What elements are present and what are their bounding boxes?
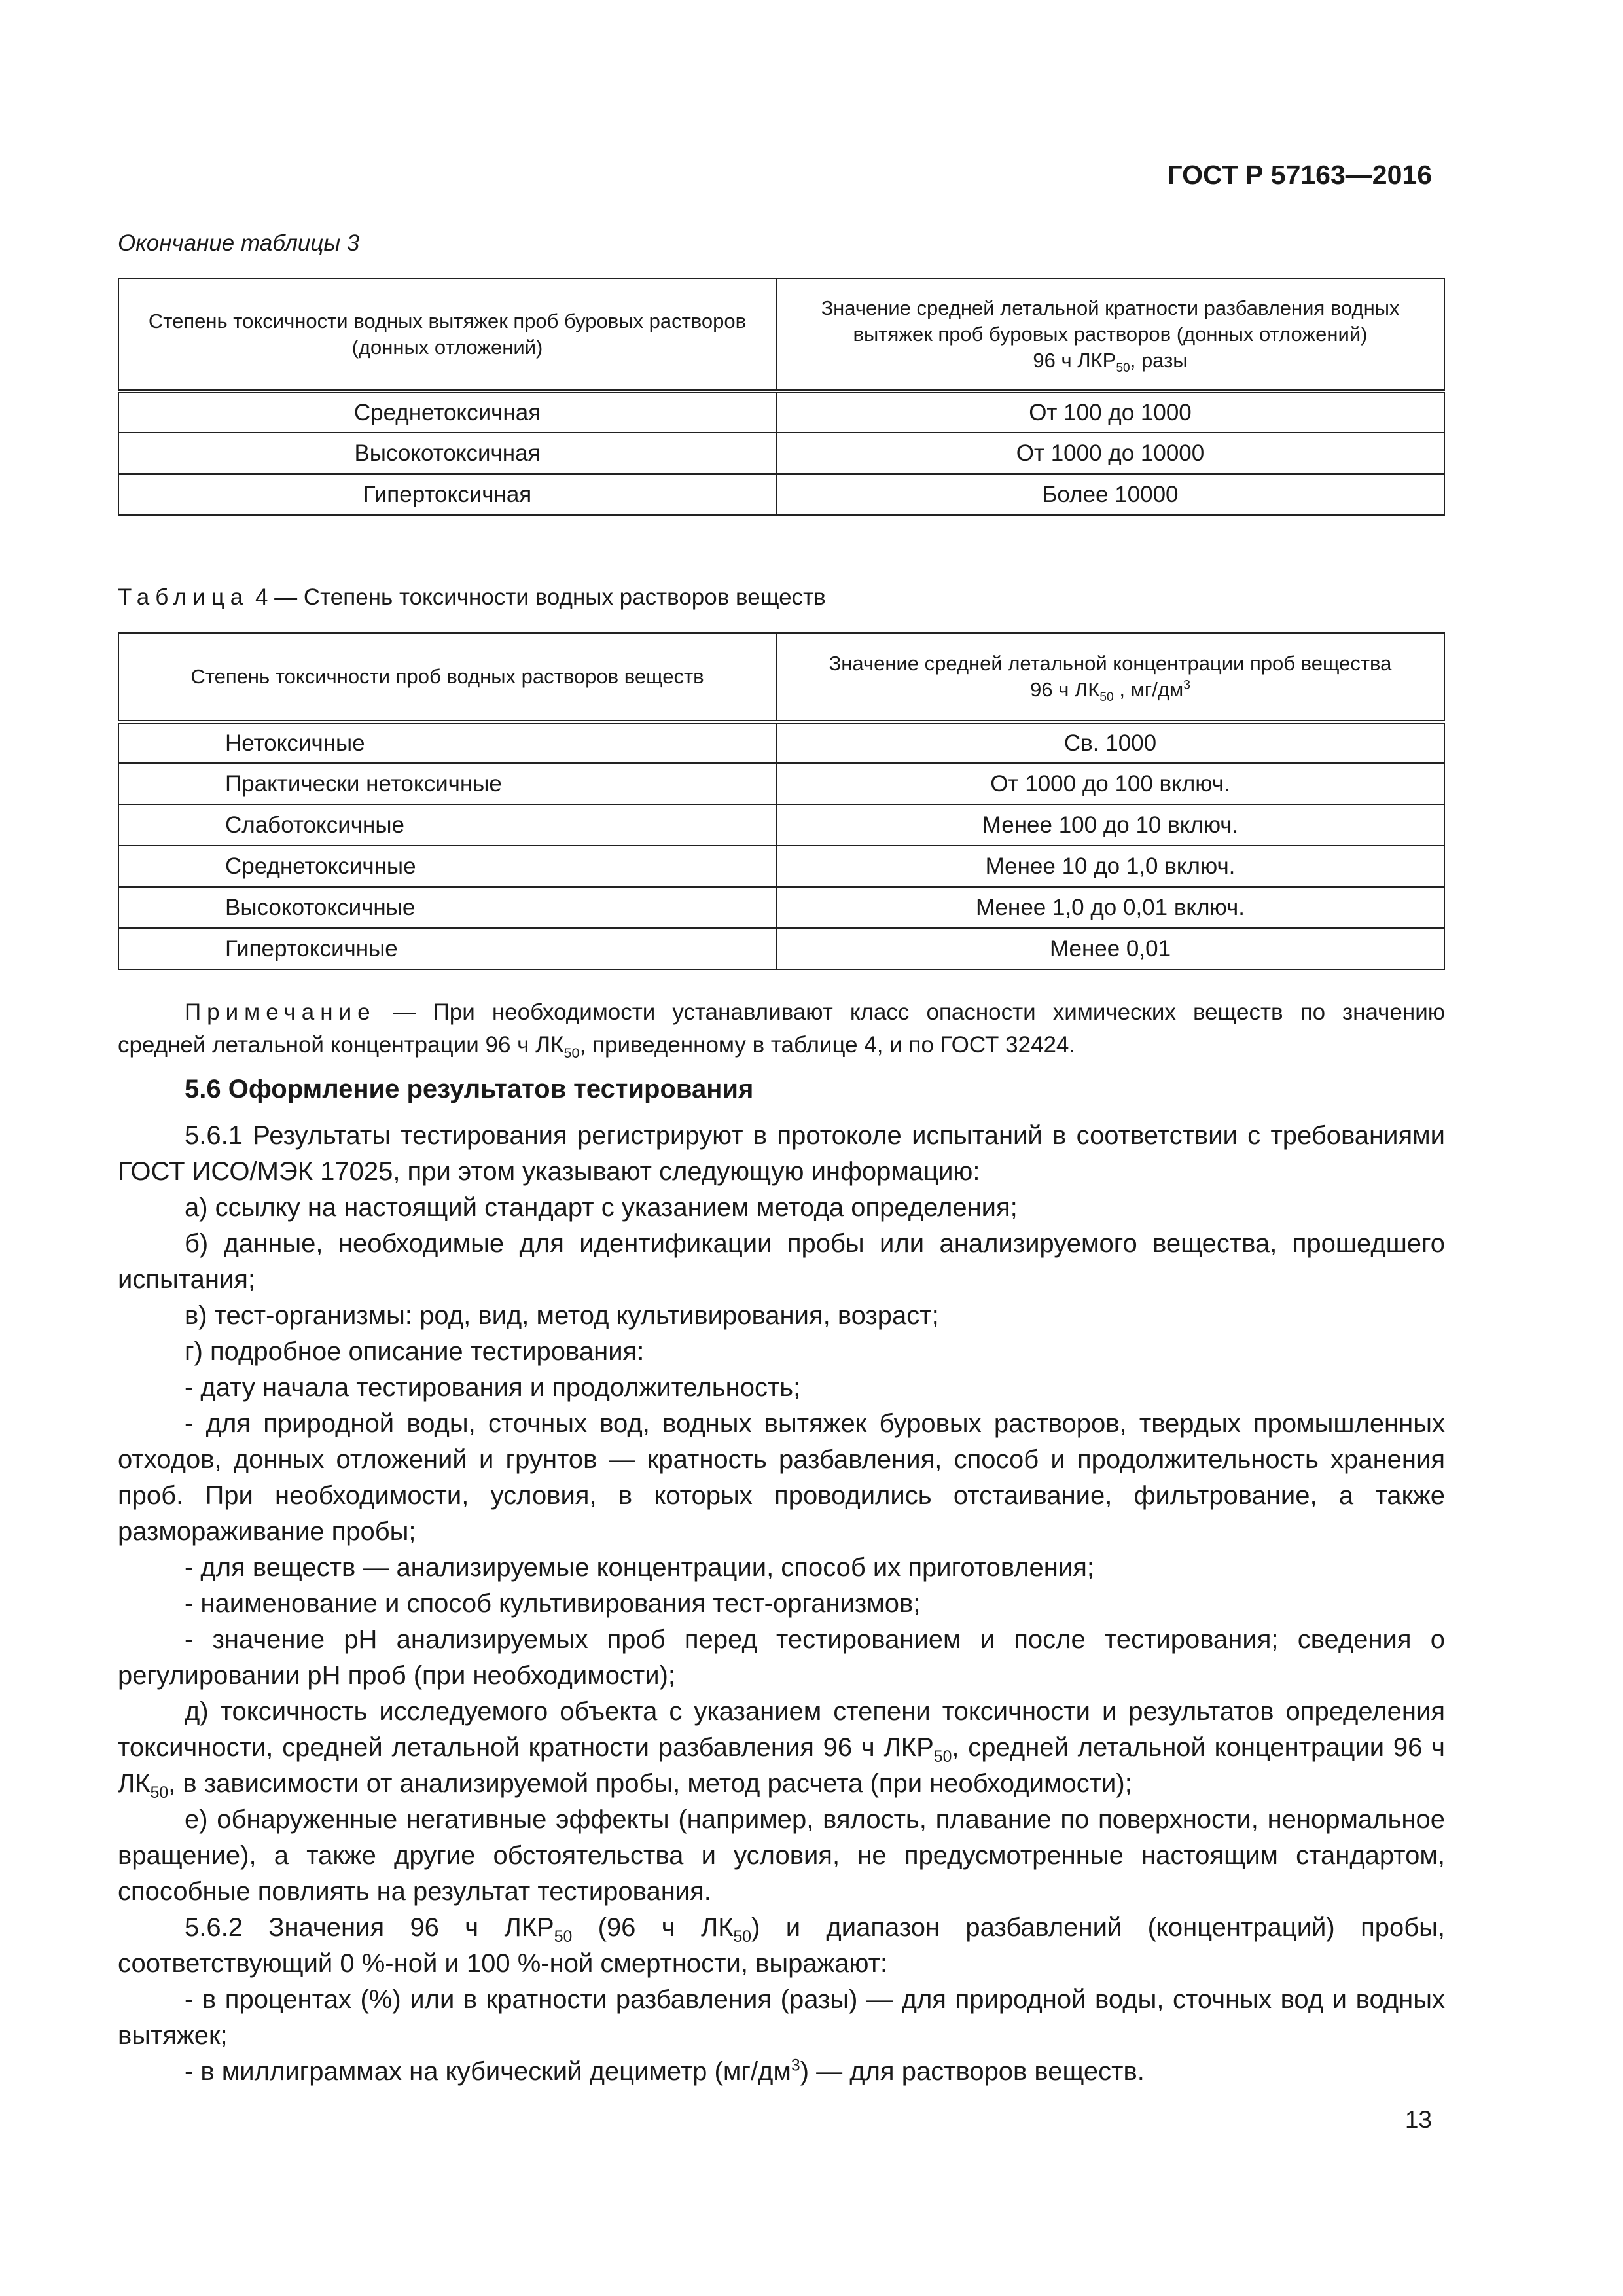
table-cell: Высокотоксичные [118,887,776,928]
standard-code: ГОСТ Р 57163—2016 [1167,160,1432,190]
table-header-cell: Значение средней летальной кратности разбавления водных вытяжек проб буровых растворов (донных отложений) 96 ч $ЛКР_{50}$, разы [776,278,1444,391]
list-item: а) ссылку на настоящий стандарт с указанием метода определения; [185,1193,1018,1222]
table-row [118,846,1444,887]
table-cell: Среднетоксичные [118,846,776,887]
table4-note: Примечание — При необходимости устанавливают класс опасности химических веществ по значению средней летальной концентрации 96 ч $ЛК_{50}$, приведенному в таблице 4, и по ГОСТ 32424. [118,999,1445,1061]
list-item: - значение pH анализируемых проб перед тестированием и после тестирования; сведения о регулировании pH проб (при необходимости); [118,1625,1445,1690]
table-cell: Св. 1000 [776,722,1444,763]
table-4 [118,632,1445,970]
table-3 [118,278,1445,516]
table-header-cell: Степень токсичности проб водных растворов веществ [118,633,776,722]
table-row [118,433,1444,474]
table-header-cell: Степень токсичности водных вытяжек проб буровых растворов (донных отложений) [118,278,776,391]
table-cell: Слаботоксичные [118,804,776,846]
note-label: Примечание [185,999,376,1025]
list-item: е) обнаруженные негативные эффекты (например, вялость, плавание по поверхности, ненормальное вращение), а также другие обстоятельства и условия, не предусмотренные настоящим стандартом, способные повлиять на результат тестирования. [118,1805,1445,1906]
table-header-row [118,278,1444,391]
table-row [118,763,1444,804]
table-cell: Гипертоксичная [118,474,776,515]
list-item: - наименование и способ культивирования тест-организмов; [185,1589,921,1618]
table-cell: Менее 1,0 до 0,01 включ. [776,887,1444,928]
table-cell: Высокотоксичная [118,433,776,474]
table-row [118,887,1444,928]
list-item: д) токсичность исследуемого объекта с указанием степени токсичности и результатов определения токсичности, средней летальной кратности разбавления 96 ч $ЛКР_{50}$, средней летальной концентрации 96 ч $ЛК_{50}$, в зависимости от анализируемой пробы, метод расчета (при необходимости); [118,1697,1446,1802]
list-item: - в миллиграммах на кубический дециметр $(мг/дм^3)$ — для растворов веществ. [185,2056,1145,2086]
table-row [118,474,1444,515]
paragraph-5-6-2: 5.6.2 Значения 96 ч $ЛКР_{50}$ (96 ч $ЛК_{50}$) и диапазон разбавлений (концентраций) пробы, соответствующий 0 %-ной и 100 %-ной смертности, выражают: [118,1913,1445,1978]
table-cell: Более 10000 [776,474,1444,515]
page-number: 13 [1404,2106,1432,2133]
table-cell: Менее 0,01 [776,928,1444,969]
table-cell: Менее 100 до 10 включ. [776,804,1444,846]
table-header-row [118,633,1444,722]
table-row [118,804,1444,846]
list-item: в) тест-организмы: род, вид, метод культивирования, возраст; [185,1301,939,1330]
table-cell: От 100 до 1000 [776,391,1444,433]
list-item: г) подробное описание тестирования: [185,1337,645,1366]
table-row [118,928,1444,969]
table-cell: Нетоксичные [118,722,776,763]
section-title: 5.6 Оформление результатов тестирования [185,1075,754,1103]
table4-caption: Таблица 4 — Степень токсичности водных растворов веществ [118,584,826,610]
table-header-cell: Значение средней летальной концентрации проб вещества 96 ч $ЛК_{50}$ , $мг/дм^3$ [776,633,1444,722]
table-row [118,391,1444,433]
list-item: - дату начала тестирования и продолжительность; [185,1373,801,1402]
table-cell: Среднетоксичная [118,391,776,433]
table-cell: От 1000 до 10000 [776,433,1444,474]
table-cell: Гипертоксичные [118,928,776,969]
list-item: - для природной воды, сточных вод, водных вытяжек буровых растворов, твердых промышленных отходов, донных отложений и грунтов — кратность разбавления, способ и продолжительность хранения проб. При необходимости, условия, в которых проводились отстаивание, фильтрование, а также размораживание пробы; [118,1409,1445,1546]
list-item: - для веществ — анализируемые концентрации, способ их приготовления; [185,1553,1094,1582]
list-item: - в процентах (%) или в кратности разбавления (разы) — для природной воды, сточных вод и водных вытяжек; [118,1985,1445,2050]
table3-continuation-caption: Окончание таблицы 3 [118,230,360,256]
table-cell: От 1000 до 100 включ. [776,763,1444,804]
list-item: б) данные, необходимые для идентификации пробы или анализируемого вещества, прошедшего испытания; [118,1229,1445,1294]
table-cell: Менее 10 до 1,0 включ. [776,846,1444,887]
section-body [118,1118,1445,2090]
table-row [118,722,1444,763]
paragraph-5-6-1: 5.6.1 Результаты тестирования регистрируют в протоколе испытаний в соответствии с требованиями ГОСТ ИСО/МЭК 17025, при этом указывают следующую информацию: [118,1121,1445,1186]
table-cell: Практически нетоксичные [118,763,776,804]
